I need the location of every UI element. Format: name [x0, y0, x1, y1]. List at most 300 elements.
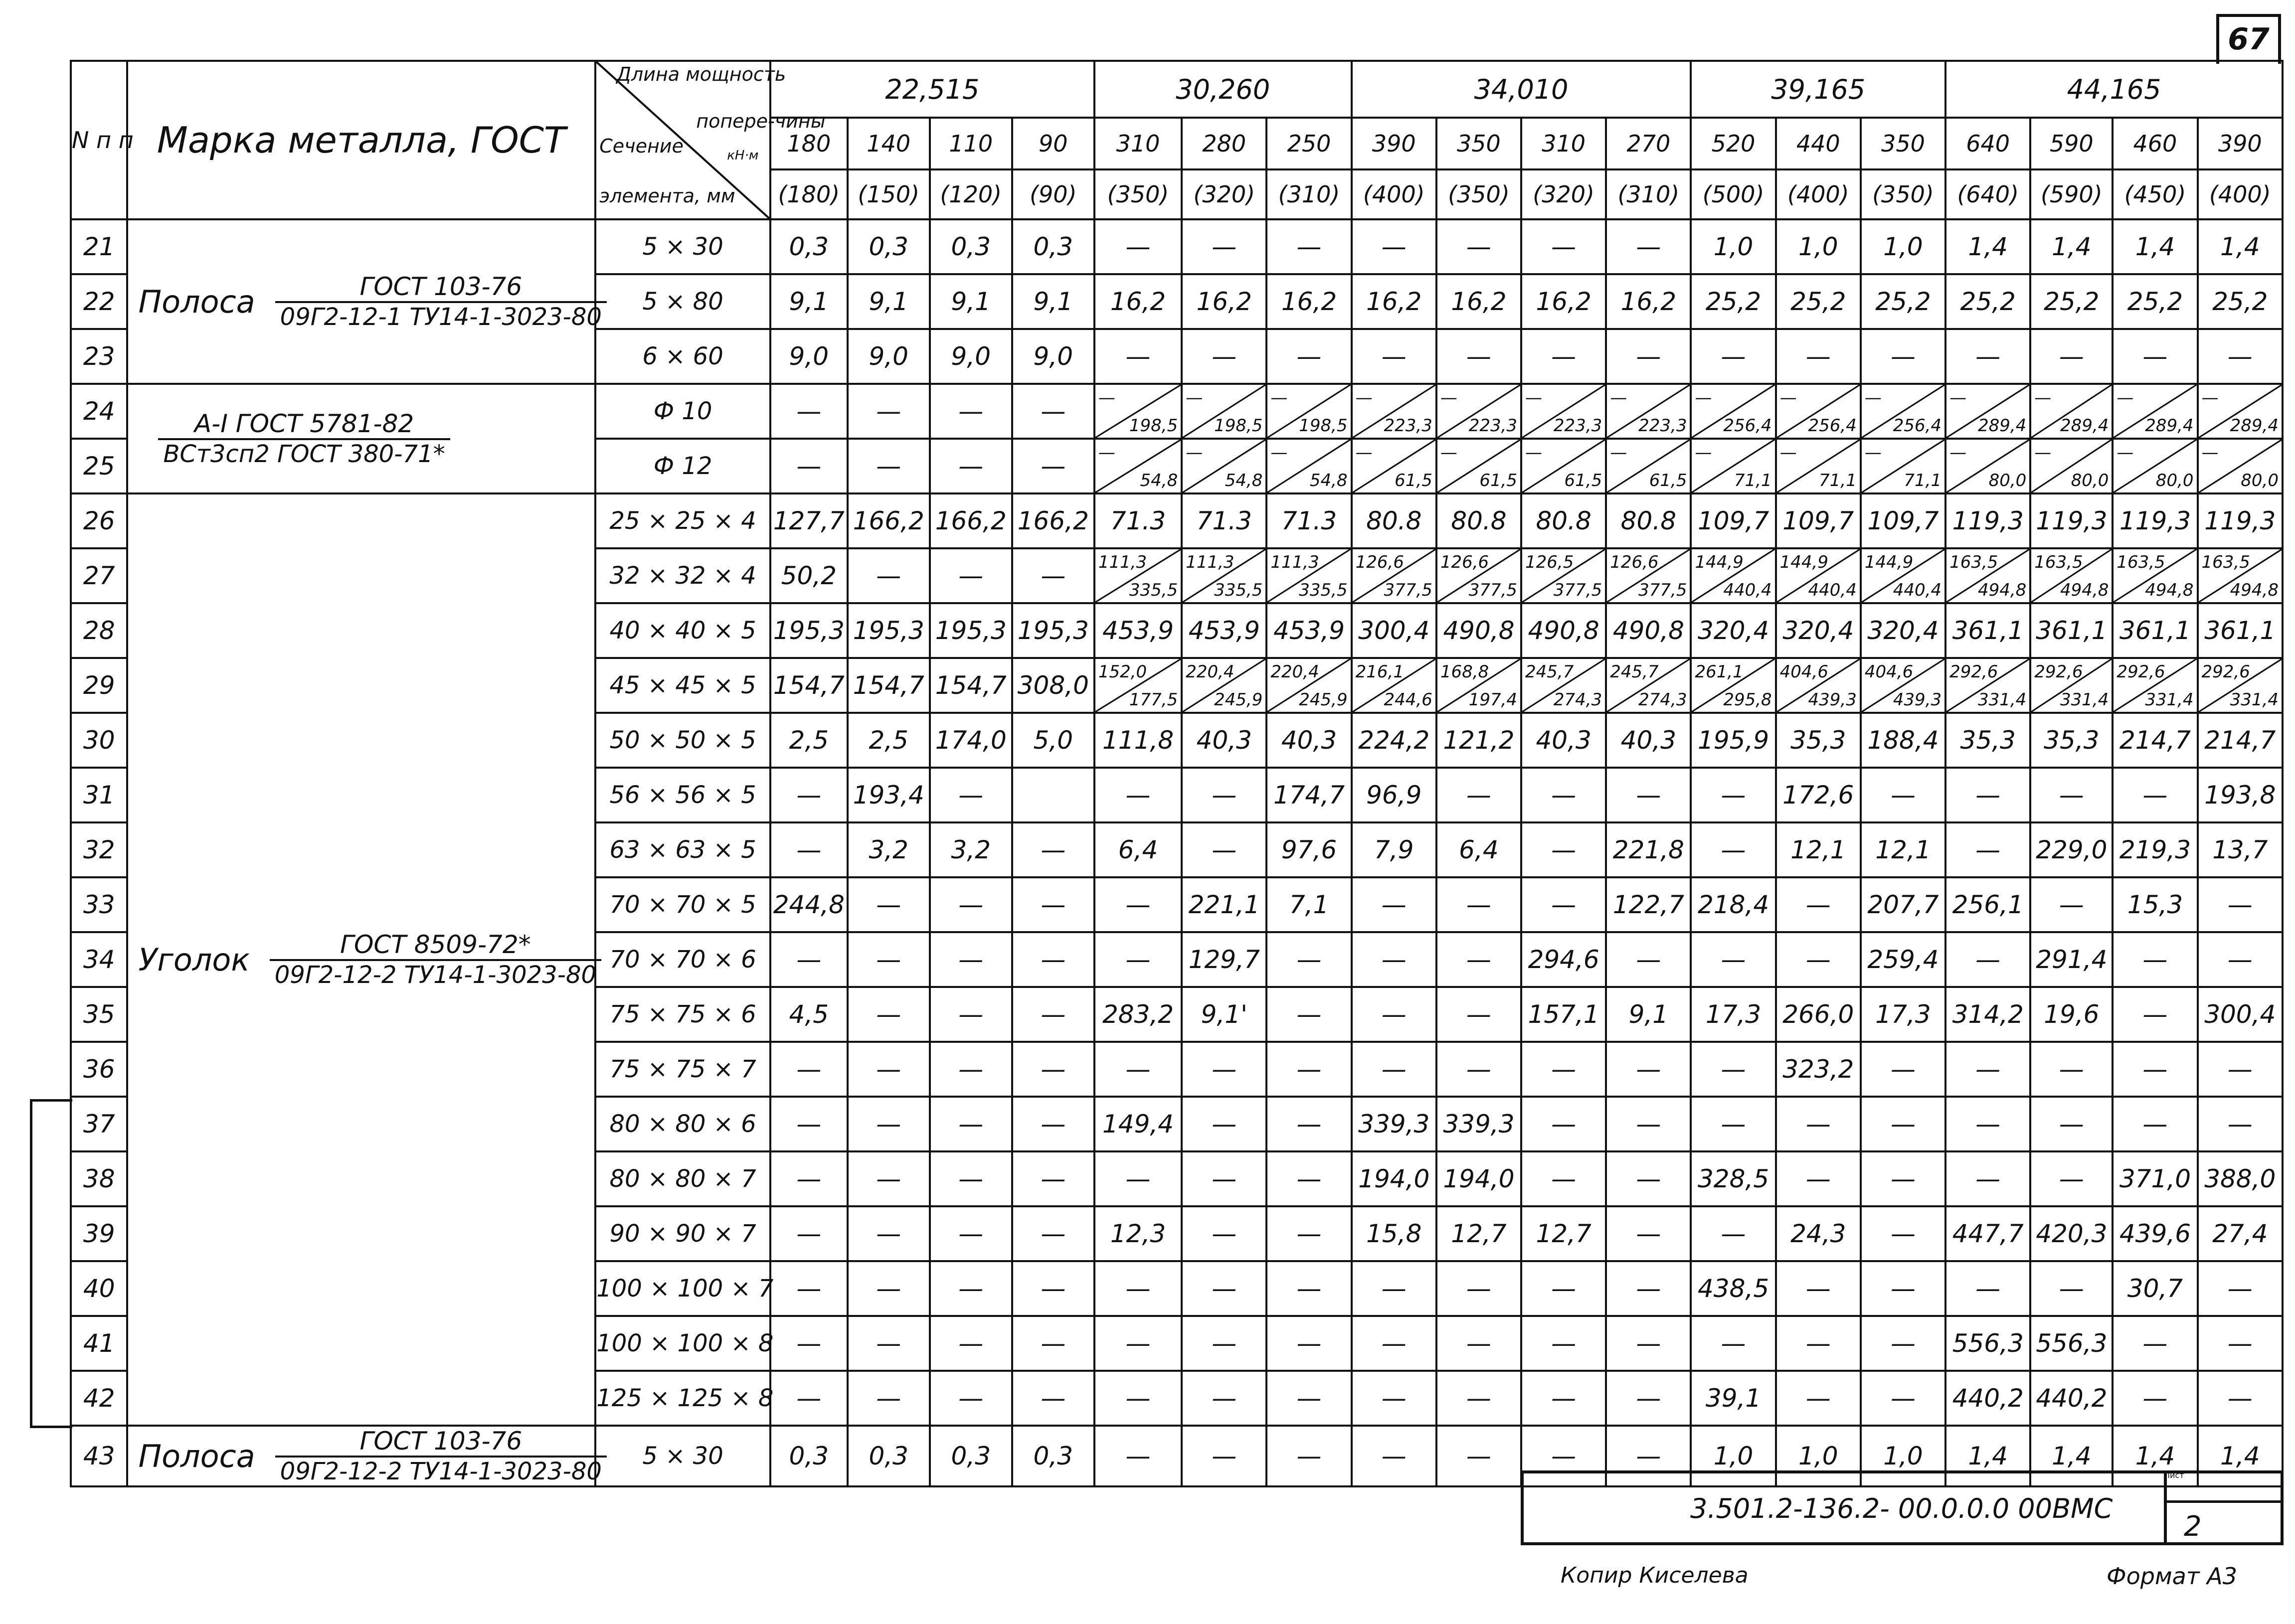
cell-value: —	[1436, 1042, 1521, 1097]
fraction-bottom: 223,3	[1468, 416, 1518, 436]
header-power: 640	[1945, 118, 2030, 169]
row-number: 37	[71, 1097, 127, 1151]
row-number: 32	[71, 822, 127, 877]
cell-value: 13,7	[2198, 822, 2283, 877]
cell-value: 447,7	[1945, 1206, 2030, 1261]
fraction-top: —	[2117, 388, 2134, 408]
fraction-bottom: 54,8	[1140, 471, 1178, 490]
grade-spec: 09Г2-12-1 ТУ14-1-3023-80	[280, 303, 602, 331]
cell-value: 80.8	[1352, 493, 1436, 548]
fraction-value	[1691, 658, 1775, 713]
sheet-box	[2164, 1470, 2284, 1545]
cell-value: —	[1012, 1316, 1094, 1371]
section-size: 25 × 25 × 4	[595, 493, 770, 548]
fraction-bottom: 494,8	[2230, 580, 2279, 600]
fraction-top: 126,5	[1525, 552, 1574, 572]
cell-value: —	[1182, 329, 1266, 384]
fraction-bottom: 61,5	[1479, 471, 1518, 490]
cell-value: —	[1945, 1151, 2030, 1206]
fraction-top: 292,6	[2117, 662, 2165, 682]
header-length-group: 44,165	[1945, 61, 2283, 118]
table-row	[71, 384, 2283, 439]
fraction-value	[1606, 658, 1691, 713]
row-number: 33	[71, 877, 127, 932]
fraction-top: 404,6	[1779, 662, 1828, 682]
cell-value: 40,3	[1606, 713, 1691, 768]
cell-value: —	[770, 768, 848, 822]
cell-value: —	[1521, 1042, 1606, 1097]
cell-value: —	[1945, 1042, 2030, 1097]
cell-value: —	[2198, 877, 2283, 932]
fraction-bottom: 197,4	[1468, 690, 1518, 710]
fraction-value	[2030, 439, 2113, 493]
cell-value: 35,3	[1945, 713, 2030, 768]
header-num: N п п	[71, 61, 127, 219]
cell-value: 5,0	[1012, 713, 1094, 768]
cell-value: —	[2198, 1316, 2283, 1371]
cell-value: 172,6	[1776, 768, 1861, 822]
cell-value: —	[1861, 1261, 1945, 1316]
fraction-value	[2198, 384, 2283, 439]
row-number: 29	[71, 658, 127, 713]
cell-value: —	[2113, 932, 2197, 987]
cell-value: 244,8	[770, 877, 848, 932]
cell-value: 71.3	[1266, 493, 1351, 548]
fraction-top: —	[1949, 388, 1967, 408]
section-size: 100 × 100 × 7	[595, 1261, 770, 1316]
cell-value: 3,2	[848, 822, 930, 877]
row-number: 26	[71, 493, 127, 548]
cell-value: —	[1521, 877, 1606, 932]
fraction-top: 261,1	[1695, 662, 1744, 682]
cell-value: 207,7	[1861, 877, 1945, 932]
cell-value: 1,4	[2113, 1426, 2197, 1486]
cell-value: 154,7	[770, 658, 848, 713]
fraction-bottom: 80,0	[2241, 471, 2279, 490]
fraction-bottom: 494,8	[1977, 580, 2027, 600]
fraction-top: —	[1355, 388, 1373, 408]
header-power-paren: (400)	[1352, 169, 1436, 219]
cell-value: 1,4	[1945, 1426, 2030, 1486]
section-size: 125 × 125 × 8	[595, 1371, 770, 1426]
cell-value: 157,1	[1521, 987, 1606, 1042]
fraction-value	[1436, 439, 1521, 493]
fraction-bottom: 440,4	[1723, 580, 1772, 600]
fraction-bottom: 245,9	[1299, 690, 1348, 710]
section-size: 80 × 80 × 7	[595, 1151, 770, 1206]
fraction-bottom: 223,3	[1553, 416, 1602, 436]
cell-value: 80.8	[1521, 493, 1606, 548]
cell-value: —	[1012, 877, 1094, 932]
cell-value: 0,3	[930, 219, 1012, 274]
fraction-top: 111,3	[1098, 552, 1147, 572]
cell-value: 119,3	[2198, 493, 2283, 548]
fraction-bottom: 198,5	[1129, 416, 1178, 436]
fraction-value	[2030, 548, 2113, 603]
cell-value: —	[1012, 822, 1094, 877]
cell-value: 1,0	[1776, 219, 1861, 274]
cell-value: 166,2	[848, 493, 930, 548]
fraction-bottom: 440,4	[1893, 580, 1942, 600]
cell-value: 300,4	[1352, 603, 1436, 658]
fraction-top: 111,3	[1270, 552, 1319, 572]
cell-value: 266,0	[1776, 987, 1861, 1042]
header-power-paren: (310)	[1266, 169, 1351, 219]
cell-value: 174,7	[1266, 768, 1351, 822]
fraction-bottom: 223,3	[1384, 416, 1432, 436]
fraction-bottom: 439,3	[1893, 690, 1942, 710]
cell-value: —	[848, 1261, 930, 1316]
cell-value: 188,4	[1861, 713, 1945, 768]
fraction-value	[1945, 384, 2030, 439]
cell-value: 25,2	[1776, 274, 1861, 329]
sheet-number: 2	[2184, 1510, 2202, 1543]
cell-value: 6,4	[1436, 822, 1521, 877]
cell-value: 119,3	[2030, 493, 2113, 548]
cell-value: —	[1012, 1151, 1094, 1206]
fraction-top: 126,6	[1610, 552, 1659, 572]
fraction-bottom: 335,5	[1129, 580, 1178, 600]
cell-value: —	[1945, 768, 2030, 822]
cell-value: —	[1436, 1261, 1521, 1316]
cell-value: 339,3	[1436, 1097, 1521, 1151]
cell-value: 17,3	[1691, 987, 1775, 1042]
cell-value: —	[930, 1206, 1012, 1261]
cell-value: —	[1606, 1097, 1691, 1151]
fraction-bottom: 54,8	[1225, 471, 1263, 490]
cell-value: 80.8	[1606, 493, 1691, 548]
cell-value: —	[848, 1042, 930, 1097]
cell-value: —	[930, 384, 1012, 439]
section-size: 70 × 70 × 6	[595, 932, 770, 987]
cell-value: —	[1012, 1261, 1094, 1316]
cell-value: 7,1	[1266, 877, 1351, 932]
row-number: 25	[71, 439, 127, 493]
cell-value: 453,9	[1182, 603, 1266, 658]
cell-value: 9,0	[1012, 329, 1094, 384]
fraction-top: —	[1864, 443, 1882, 463]
cell-value: 214,7	[2198, 713, 2283, 768]
cell-value: —	[1352, 987, 1436, 1042]
cell-value: —	[1352, 1371, 1436, 1426]
fraction-value	[2030, 658, 2113, 713]
row-number: 34	[71, 932, 127, 987]
cell-value: —	[1436, 768, 1521, 822]
header-power-paren: (90)	[1012, 169, 1094, 219]
cell-value: 438,5	[1691, 1261, 1775, 1316]
header-power: 390	[1352, 118, 1436, 169]
fraction-value	[1521, 384, 1606, 439]
material-grade	[127, 219, 602, 384]
cell-value: —	[1691, 1097, 1775, 1151]
fraction-value	[1352, 548, 1436, 603]
cell-value: —	[1945, 329, 2030, 384]
section-size: 70 × 70 × 5	[595, 877, 770, 932]
cell-value	[1012, 768, 1094, 822]
cell-value: —	[930, 1371, 1012, 1426]
cell-value: —	[1012, 1206, 1094, 1261]
cell-value: —	[2113, 1371, 2197, 1426]
header-length-group: 34,010	[1352, 61, 1691, 118]
cell-value: —	[848, 548, 930, 603]
grade-fraction	[270, 930, 601, 989]
row-number: 36	[71, 1042, 127, 1097]
cell-value: —	[770, 932, 848, 987]
cell-value: 166,2	[930, 493, 1012, 548]
cell-value: —	[1436, 987, 1521, 1042]
cell-value: —	[1776, 1151, 1861, 1206]
cell-value: 9,1	[770, 274, 848, 329]
cell-value: 166,2	[1012, 493, 1094, 548]
cell-value: —	[1606, 932, 1691, 987]
cell-value: —	[2198, 1261, 2283, 1316]
fraction-bottom: 223,3	[1638, 416, 1687, 436]
fraction-top: —	[2034, 443, 2052, 463]
cell-value: —	[1266, 1206, 1351, 1261]
cell-value: —	[1012, 1042, 1094, 1097]
cell-value: —	[848, 1151, 930, 1206]
cell-value: —	[1266, 932, 1351, 987]
fraction-bottom: 80,0	[2071, 471, 2109, 490]
cell-value: 16,2	[1521, 274, 1606, 329]
cell-value: 39,1	[1691, 1371, 1775, 1426]
fraction-value	[1861, 658, 1945, 713]
cell-value: 109,7	[1776, 493, 1861, 548]
cell-value: 9,0	[930, 329, 1012, 384]
cell-value: —	[1266, 1316, 1351, 1371]
cell-value: —	[930, 768, 1012, 822]
cell-value: —	[770, 1261, 848, 1316]
cell-value: —	[2030, 768, 2113, 822]
cell-value: —	[1182, 1371, 1266, 1426]
fraction-bottom: 80,0	[1988, 471, 2027, 490]
cell-value: —	[1861, 329, 1945, 384]
cell-value: —	[1182, 1151, 1266, 1206]
fraction-bottom: 377,5	[1553, 580, 1602, 600]
fraction-bottom: 494,8	[2060, 580, 2109, 600]
fraction-value	[1094, 658, 1182, 713]
cell-value: 30,7	[2113, 1261, 2197, 1316]
cell-value: 119,3	[2113, 493, 2197, 548]
cell-value: 2,5	[770, 713, 848, 768]
fraction-bottom: 61,5	[1564, 471, 1602, 490]
cell-value: —	[1094, 329, 1182, 384]
cell-value: —	[930, 877, 1012, 932]
cell-value: 361,1	[2198, 603, 2283, 658]
header-power-paren: (120)	[930, 169, 1012, 219]
cell-value: 221,8	[1606, 822, 1691, 877]
cell-value: —	[1266, 329, 1351, 384]
fraction-value	[2113, 548, 2197, 603]
cell-value: —	[1436, 1371, 1521, 1426]
cell-value: 0,3	[930, 1426, 1012, 1486]
cell-value: —	[1945, 1261, 2030, 1316]
cell-value: 195,3	[770, 603, 848, 658]
cell-value: —	[1521, 822, 1606, 877]
cell-value: 24,3	[1776, 1206, 1861, 1261]
fraction-value	[1521, 439, 1606, 493]
fraction-value	[1521, 548, 1606, 603]
cell-value: 12,1	[1776, 822, 1861, 877]
cell-value: —	[1094, 1042, 1182, 1097]
cell-value: —	[1012, 932, 1094, 987]
grade-spec: 09Г2-12-2 ТУ14-1-3023-80	[280, 1458, 602, 1485]
cell-value: —	[1012, 1097, 1094, 1151]
cell-value: —	[1094, 1426, 1182, 1486]
cell-value: 4,5	[770, 987, 848, 1042]
header-power: 180	[770, 118, 848, 169]
fraction-value	[1606, 439, 1691, 493]
section-size: 75 × 75 × 6	[595, 987, 770, 1042]
cell-value: 193,4	[848, 768, 930, 822]
cell-value: —	[1521, 219, 1606, 274]
grade-standard: А-I ГОСТ 5781-82	[158, 409, 450, 440]
cell-value: 35,3	[2030, 713, 2113, 768]
header-power-paren: (500)	[1691, 169, 1775, 219]
cell-value: —	[1861, 1371, 1945, 1426]
fraction-top: 404,6	[1864, 662, 1914, 682]
cell-value: 371,0	[2113, 1151, 2197, 1206]
grade-fraction	[275, 1427, 607, 1485]
header-power-paren: (450)	[2113, 169, 2197, 219]
cell-value: —	[1861, 768, 1945, 822]
fraction-top: 292,6	[2034, 662, 2083, 682]
header-power-paren: (320)	[1182, 169, 1266, 219]
cell-value: 420,3	[2030, 1206, 2113, 1261]
cell-value: —	[1776, 1316, 1861, 1371]
cell-value: 25,2	[1691, 274, 1775, 329]
section-size: 50 × 50 × 5	[595, 713, 770, 768]
section-size: 5 × 30	[595, 219, 770, 274]
cell-value: 218,4	[1691, 877, 1775, 932]
fraction-top: 220,4	[1270, 662, 1319, 682]
cell-value: —	[1182, 1426, 1266, 1486]
cell-value: 12,7	[1436, 1206, 1521, 1261]
fraction-top: 163,5	[2034, 552, 2083, 572]
row-number: 35	[71, 987, 127, 1042]
cell-value: 16,2	[1182, 274, 1266, 329]
fraction-top: —	[1610, 388, 1627, 408]
cell-value: —	[1521, 768, 1606, 822]
cell-value: 214,7	[2113, 713, 2197, 768]
row-number: 28	[71, 603, 127, 658]
cell-value: 9,1	[848, 274, 930, 329]
cell-value: 6,4	[1094, 822, 1182, 877]
fraction-top: —	[1186, 388, 1203, 408]
fraction-bottom: 331,4	[1977, 690, 2027, 710]
cell-value: 9,1'	[1182, 987, 1266, 1042]
cell-value: —	[1606, 1261, 1691, 1316]
header-power-paren: (400)	[1776, 169, 1861, 219]
grade-standard: ГОСТ 103-76	[275, 272, 607, 303]
cell-value: 490,8	[1606, 603, 1691, 658]
fraction-top: 292,6	[2201, 662, 2250, 682]
fraction-value	[1182, 384, 1266, 439]
cell-value: —	[1606, 1042, 1691, 1097]
fraction-top: —	[1695, 443, 1712, 463]
header-power-paren: (400)	[2198, 169, 2283, 219]
fraction-value	[1776, 439, 1861, 493]
cell-value: 439,6	[2113, 1206, 2197, 1261]
cell-value: 121,2	[1436, 713, 1521, 768]
cell-value: 25,2	[2030, 274, 2113, 329]
header-power: 460	[2113, 118, 2197, 169]
cell-value: —	[1182, 1316, 1266, 1371]
cell-value: —	[1266, 1151, 1351, 1206]
fraction-bottom: 71,1	[1734, 471, 1772, 490]
footer-format: Формат А3	[2107, 1563, 2237, 1590]
cell-value: 15,3	[2113, 877, 2197, 932]
fraction-value	[1776, 384, 1861, 439]
cell-value: 40,3	[1266, 713, 1351, 768]
fraction-top: —	[1440, 388, 1457, 408]
cell-value: 96,9	[1352, 768, 1436, 822]
cell-value: —	[770, 439, 848, 493]
cell-value: —	[770, 384, 848, 439]
cell-value: —	[1266, 1042, 1351, 1097]
fraction-value	[1861, 384, 1945, 439]
row-number: 43	[71, 1426, 127, 1486]
fraction-top: 163,5	[2201, 552, 2250, 572]
fraction-bottom: 54,8	[1309, 471, 1348, 490]
cell-value: —	[1012, 439, 1094, 493]
cell-value: 25,2	[1945, 274, 2030, 329]
fraction-value	[1352, 439, 1436, 493]
table-row	[71, 493, 2283, 548]
cell-value: 12,3	[1094, 1206, 1182, 1261]
cell-value: 0,3	[848, 219, 930, 274]
fraction-value	[1352, 658, 1436, 713]
sheet-box-divider	[2164, 1500, 2284, 1503]
cell-value: 17,3	[1861, 987, 1945, 1042]
section-size: 100 × 100 × 8	[595, 1316, 770, 1371]
row-number: 39	[71, 1206, 127, 1261]
fraction-top: —	[1864, 388, 1882, 408]
cell-value: —	[2198, 1042, 2283, 1097]
fraction-top: —	[2201, 388, 2219, 408]
cell-value: —	[848, 1097, 930, 1151]
fraction-value	[1436, 658, 1521, 713]
cell-value: —	[1945, 932, 2030, 987]
margin-bracket	[30, 1099, 70, 1428]
cell-value: 308,0	[1012, 658, 1094, 713]
fraction-value	[1521, 658, 1606, 713]
header-power-paren: (180)	[770, 169, 848, 219]
cell-value: —	[848, 932, 930, 987]
fraction-top: 220,4	[1186, 662, 1235, 682]
cell-value: —	[1352, 877, 1436, 932]
row-number: 38	[71, 1151, 127, 1206]
header-power: 140	[848, 118, 930, 169]
cell-value: —	[848, 877, 930, 932]
cell-value: 259,4	[1861, 932, 1945, 987]
footer-copied: Копир Киселева	[1561, 1563, 1749, 1588]
cell-value: 219,3	[2113, 822, 2197, 877]
cell-value: —	[1012, 384, 1094, 439]
cell-value: —	[1521, 1371, 1606, 1426]
fraction-top: —	[1779, 443, 1797, 463]
fraction-top: —	[1270, 388, 1288, 408]
fraction-bottom: 377,5	[1468, 580, 1518, 600]
cell-value: —	[1182, 768, 1266, 822]
fraction-bottom: 331,4	[2145, 690, 2194, 710]
cell-value: —	[930, 548, 1012, 603]
cell-value: —	[2030, 1151, 2113, 1206]
section-size: 80 × 80 × 6	[595, 1097, 770, 1151]
header-power-paren: (150)	[848, 169, 930, 219]
grade-fraction	[275, 272, 607, 331]
fraction-value	[2198, 439, 2283, 493]
